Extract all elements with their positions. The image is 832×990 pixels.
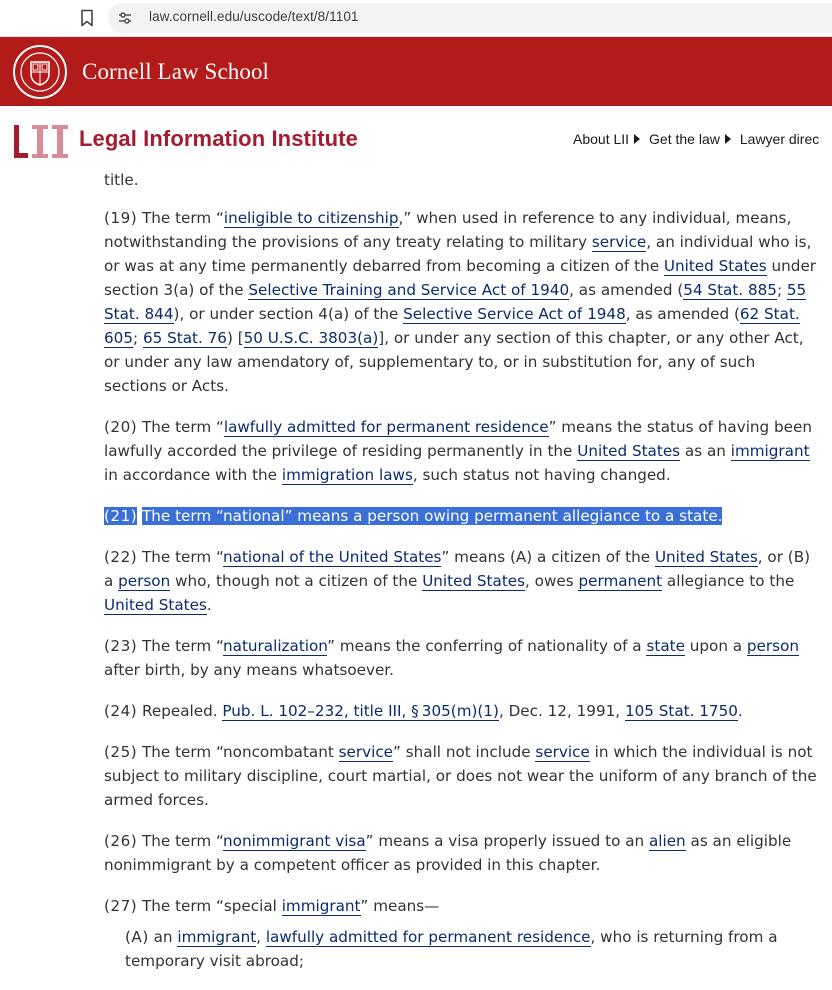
text: ” means the conferring of nationality of a xyxy=(327,637,647,655)
definition-link[interactable]: immigrant xyxy=(281,897,361,915)
text: ” shall not include xyxy=(393,743,536,761)
stat-link[interactable]: 105 Stat. 1750 xyxy=(624,702,738,720)
definition-link[interactable]: naturalization xyxy=(223,637,328,655)
definition-link[interactable]: ineligible to citizenship xyxy=(223,209,399,227)
text: as an xyxy=(680,442,731,460)
text: upon a xyxy=(684,637,747,655)
paragraph-19 xyxy=(104,206,820,398)
text: The term “ xyxy=(137,418,224,436)
text: allegiance to the xyxy=(662,572,795,590)
text: , as amended ( xyxy=(569,281,684,299)
text: , as amended ( xyxy=(625,305,740,323)
definition-link[interactable]: nonimmigrant visa xyxy=(223,832,366,850)
paragraph-21-selected[interactable] xyxy=(104,504,820,528)
nav-lawyer-directory[interactable] xyxy=(740,131,819,147)
text: ,” when used in reference to any individual, means, notwithstanding the provisions of any treaty relating to military xyxy=(104,209,792,251)
definition-link[interactable]: United States xyxy=(104,596,207,614)
text: ; xyxy=(776,281,787,299)
paragraph-26 xyxy=(104,829,820,877)
nav-label: About LII xyxy=(573,131,630,147)
text-fragment: title. xyxy=(104,171,139,189)
definition-link[interactable]: person xyxy=(746,637,799,655)
paragraph-number: (23) xyxy=(104,637,138,655)
text: The term “noncombatant xyxy=(137,743,339,761)
text: as an eligible nonimmigrant by a competent officer as provided in this chapter. xyxy=(104,832,792,874)
lii-title[interactable]: Legal Information Institute xyxy=(79,126,358,151)
paragraph-25 xyxy=(104,740,820,812)
lii-logo-icon[interactable] xyxy=(14,122,72,160)
text: , Dec. 12, 1991, xyxy=(498,702,625,720)
nav-arrow-icon xyxy=(634,134,640,144)
definition-link[interactable]: immigration laws xyxy=(281,466,413,484)
text: who, though not a citizen of the xyxy=(170,572,423,590)
definition-link[interactable]: United States xyxy=(654,548,758,566)
text: The term “ xyxy=(137,209,224,227)
text: The term “ xyxy=(137,548,224,566)
text: , or (B) a xyxy=(104,548,811,590)
text: ” means the status of having been lawfully accorded the privilege of residing permanently in the xyxy=(104,418,812,460)
statute-text xyxy=(104,168,820,990)
definition-link[interactable]: national of the United States xyxy=(223,548,442,566)
paragraph-number: (19) xyxy=(104,209,138,227)
stat-link[interactable]: 55 Stat. 844 xyxy=(104,281,807,323)
stat-link[interactable]: 65 Stat. 76 xyxy=(142,329,227,347)
usc-link[interactable]: 50 U.S.C. 3803(a) xyxy=(243,329,379,347)
lii-header xyxy=(0,106,832,168)
public-law-link[interactable]: Pub. L. 102–232, title III, § 305(m)(1) xyxy=(222,702,499,720)
text: . xyxy=(206,596,212,614)
paragraph-23 xyxy=(104,634,820,682)
paragraph-number: (24) xyxy=(104,702,138,720)
text: ; xyxy=(133,329,143,347)
text: under section 3(a) of the xyxy=(104,257,817,299)
url-text[interactable]: law.cornell.edu/uscode/text/8/1101 xyxy=(149,9,359,24)
nav-get-the-law[interactable] xyxy=(649,131,731,147)
bookmark-icon[interactable] xyxy=(80,9,94,27)
definition-link[interactable]: person xyxy=(118,572,171,590)
paragraph-number: (25) xyxy=(104,743,138,761)
act-link[interactable]: Selective Service Act of 1948 xyxy=(403,305,626,323)
paragraph-number: (27) xyxy=(104,897,138,915)
definition-link[interactable]: service xyxy=(591,233,647,251)
text: ” means a visa properly issued to an xyxy=(365,832,649,850)
text: , an individual who is, or was at any time permanently debarred from becoming a citizen of the xyxy=(104,233,812,275)
nav-label: Lawyer direc xyxy=(739,131,820,147)
text: , who is returning from a temporary visit abroad; xyxy=(125,928,778,970)
paragraph-27-a xyxy=(104,925,820,973)
text: in accordance with the xyxy=(104,466,282,484)
browser-toolbar xyxy=(0,0,832,37)
selected-text[interactable]: The term “national” means a person owing permanent allegiance to a state. xyxy=(142,507,723,525)
definition-link[interactable]: immigrant xyxy=(177,928,257,946)
text: ) [ xyxy=(226,329,244,347)
nav-arrow-icon xyxy=(725,134,731,144)
text: , xyxy=(256,928,266,946)
definition-link[interactable]: service xyxy=(338,743,394,761)
text: ), or under section 4(a) of the xyxy=(173,305,404,323)
paragraph-number: (26) xyxy=(104,832,138,850)
paragraph-24 xyxy=(104,699,820,723)
definition-link[interactable]: United States xyxy=(577,442,681,460)
cornell-law-school-title[interactable]: Cornell Law School xyxy=(82,59,270,84)
definition-link[interactable]: service xyxy=(535,743,590,761)
definition-link[interactable]: state xyxy=(646,637,685,655)
text: ” means (A) a citizen of the xyxy=(441,548,655,566)
text: The term “ xyxy=(137,637,224,655)
definition-link[interactable]: United States xyxy=(422,572,526,590)
definition-link[interactable]: immigrant xyxy=(730,442,810,460)
text: ” means— xyxy=(360,897,440,915)
paragraph-20 xyxy=(104,415,820,487)
stat-link[interactable]: 54 Stat. 885 xyxy=(683,281,777,299)
paragraph-number: (22) xyxy=(104,548,138,566)
cornell-seal-icon[interactable] xyxy=(12,44,68,100)
nav-label: Get the law xyxy=(649,131,720,147)
lii-nav xyxy=(573,131,828,147)
text: in which the individual is not subject to military discipline, court martial, or does not wear the uniform of any branch of the armed forces. xyxy=(104,743,817,809)
paragraph-number: (21) xyxy=(104,507,138,525)
text: The term “special xyxy=(137,897,282,915)
text: an xyxy=(148,928,178,946)
paragraph-27 xyxy=(104,894,820,918)
stat-link[interactable]: 62 Stat. 605 xyxy=(104,305,800,347)
text: The term “ xyxy=(137,832,224,850)
act-link[interactable]: Selective Training and Service Act of 1940 xyxy=(248,281,570,299)
definition-link[interactable]: United States xyxy=(663,257,767,275)
cornell-banner xyxy=(0,37,832,106)
nav-about-lii[interactable] xyxy=(573,131,640,147)
definition-link[interactable]: lawfully admitted for permanent residence xyxy=(223,418,549,436)
text: , such status not having changed. xyxy=(412,466,671,484)
text: ], or under any section of this chapter, or any other Act, or under any law amendatory of, supplementary to, or in substitution for, any of such sections or Acts. xyxy=(104,329,804,395)
text: . xyxy=(737,702,743,720)
definition-link[interactable]: permanent xyxy=(578,572,663,590)
text: Repealed. xyxy=(137,702,223,720)
paragraph-22 xyxy=(104,545,820,617)
site-info-icon[interactable] xyxy=(117,10,133,26)
text: , owes xyxy=(525,572,579,590)
definition-link[interactable]: lawfully admitted for permanent residence xyxy=(265,928,591,946)
paragraph-number: (A) xyxy=(125,928,149,946)
definition-link[interactable]: alien xyxy=(648,832,686,850)
text: after birth, by any means whatsoever. xyxy=(104,661,394,679)
paragraph-number: (20) xyxy=(104,418,138,436)
